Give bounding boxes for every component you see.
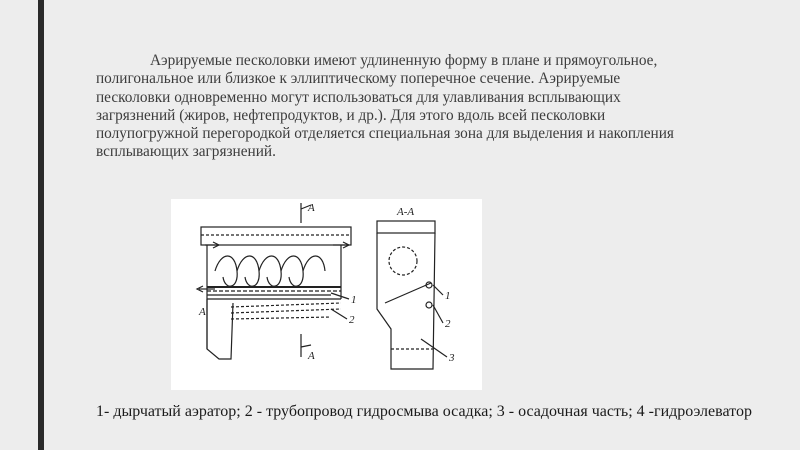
inlet-channel (201, 227, 351, 245)
sand-trap-diagram (171, 199, 482, 390)
aeration-circulation (389, 247, 417, 275)
spiral-2 (237, 256, 259, 286)
sidebar-accent-bar (38, 0, 44, 450)
longitudinal-section (197, 203, 351, 359)
figure-caption (96, 402, 756, 422)
flush-pipe-2 (231, 309, 341, 313)
flush-pipe-3 (231, 317, 331, 319)
caption-text: 1- дырчатый аэратор; 2 - трубопровод гидросмыва осадка; 3 - осадочная часть; 4 -гидроэлеватор (96, 403, 752, 420)
cross-top-channel (377, 221, 435, 233)
spiral-5 (303, 256, 325, 271)
spiral-3 (259, 256, 281, 286)
left-label: А (199, 306, 206, 318)
cross-section-aa (377, 221, 447, 369)
sediment-hopper (207, 299, 233, 359)
callout-2-right: 2 (445, 318, 451, 330)
callout-2-left: 2 (349, 314, 355, 326)
flush-pipe-1 (231, 303, 341, 307)
callout-1-left: 1 (351, 294, 357, 306)
callout-leader-1 (331, 293, 349, 299)
callout-3-right: 3 (449, 352, 455, 364)
cut-label-bottom: А (308, 350, 315, 362)
spiral-1 (215, 256, 237, 286)
callout-leader-4 (433, 305, 443, 323)
cut-arrow-bottom (301, 345, 311, 347)
callout-leader-2 (331, 309, 347, 319)
semi-submerged-baffle (385, 283, 431, 303)
body-paragraph-block (96, 52, 696, 162)
cross-flush-pipe (426, 302, 432, 308)
body-paragraph: Аэрируемые песколовки имеют удлиненную форму в плане и прямоугольное, полигональное или близкое к эллиптическому поперечное сечение. Аэрируемые песколовки одновременно могут использоваться для улавливания всплывающих загрязнений (жиров, нефтепродуктов, и др.). Для этого вдоль всей песколовки полупогружной перегородкой отделяется специальная зона для выделения и накопления всплывающих загрязнений. (96, 52, 674, 161)
callout-1-right: 1 (445, 290, 451, 302)
section-title: А-А (397, 206, 415, 218)
spiral-4 (281, 256, 303, 286)
diagram-svg (171, 199, 482, 390)
cut-label-top: А (308, 202, 315, 214)
